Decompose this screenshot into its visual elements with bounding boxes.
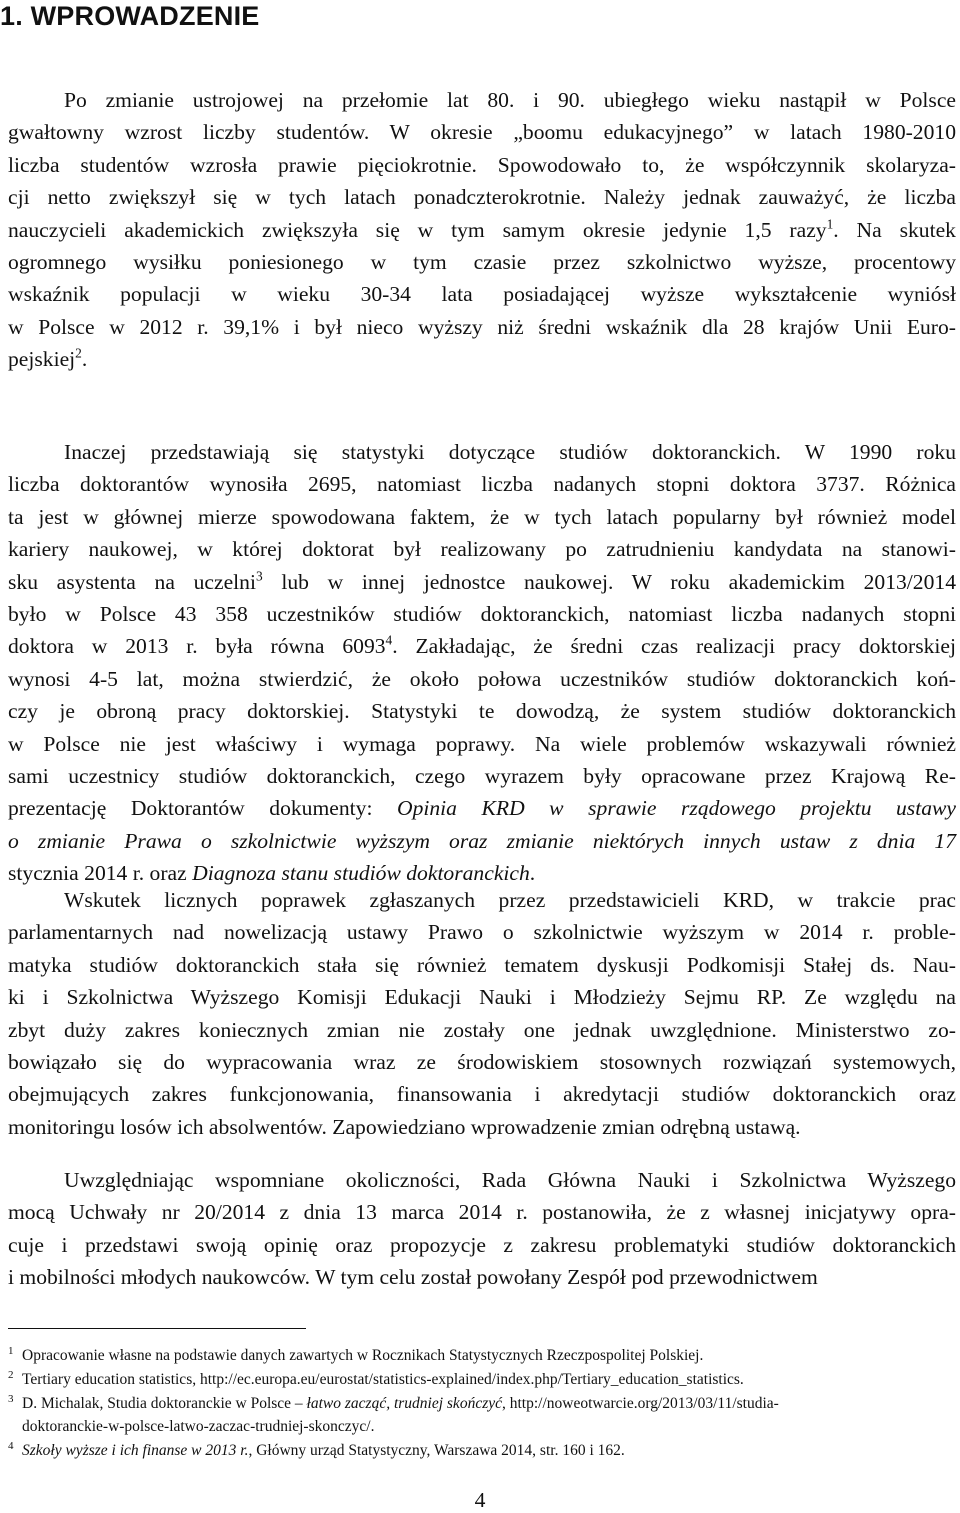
line-text: . Na skutek <box>833 217 956 242</box>
footnote-number: 3 <box>8 1393 14 1405</box>
text-line <box>8 183 956 211</box>
text-line <box>8 1016 956 1044</box>
line-text: lub w innej jednostce naukowej. W roku akademickim 2013/2014 <box>262 569 956 594</box>
footnote-reference: 3 <box>255 568 263 584</box>
text-line <box>64 438 956 466</box>
line-text: prezentację Doktorantów dokumenty: <box>8 796 397 821</box>
text-line <box>8 248 956 276</box>
line-text: zbyt duży zakres koniecznych zmian nie zostały one jednak uwzględnione. Ministerstwo zo- <box>8 1017 956 1042</box>
text-line <box>8 470 956 498</box>
italic-title: łatwo zacząć, trudniej skończyć <box>306 1395 502 1412</box>
text-line <box>8 730 956 758</box>
text-line <box>64 1166 956 1194</box>
line-text: Po zmianie ustrojowej na przełomie lat 80. i 90. ubiegłego wieku nastąpił w Polsce <box>64 88 956 112</box>
line-text: matyka studiów doktoranckich stała się również tematem dyskusji Podkomisji Stałej ds. Nau- <box>8 952 956 977</box>
text-line <box>8 762 956 790</box>
italic-title: o zmianie Prawa o szkolnictwie wyższym oraz zmianie niektórych innych ustaw z dnia 17 <box>8 828 956 853</box>
text-line <box>8 280 956 308</box>
footnote-text <box>22 1346 703 1366</box>
line-text: . Zakładając, że średni czas realizacji pracy doktorskiej <box>392 634 956 659</box>
text-line <box>8 535 956 563</box>
text-line <box>64 86 956 114</box>
text-line <box>8 216 956 244</box>
text-line <box>8 983 956 1011</box>
text-line <box>8 1198 956 1226</box>
line-text: stycznia 2014 r. oraz <box>8 861 193 886</box>
text-line <box>8 1048 956 1076</box>
footnote-number: 4 <box>8 1440 14 1452</box>
text-line <box>8 1080 956 1108</box>
line-text: było w Polsce 43 358 uczestników studiów doktoranckich, natomiast liczba nadanych stopni <box>8 602 956 626</box>
text-line <box>8 600 956 628</box>
line-text: ki i Szkolnictwa Wyższego Komisji Edukacji Nauki i Młodzieży Sejmu RP. Ze względu na <box>8 985 956 1010</box>
footnote-text <box>22 1370 744 1390</box>
text-line <box>8 151 956 179</box>
line-text: bowiązało się do wypracowania wraz ze środowiskiem stosownych rozwiązań systemowych, <box>8 1050 956 1074</box>
line-text: liczba doktorantów wynosiła 2695, natomiast liczba nadanych stopni doktora 3737. Różnica <box>8 472 956 497</box>
line-text: Inaczej przedstawiają się statystyki dotyczące studiów doktoranckich. W 1990 roku <box>64 440 956 464</box>
text-line <box>8 665 956 693</box>
line-text: w Polsce w 2012 r. 39,1% i był nieco wyższy niż średni wskaźnik dla 28 krajów Unii Euro- <box>8 314 956 339</box>
line-text: czy je obroną pracy doktorskiej. Statystyki te dowodzą, że system studiów doktoranckich <box>8 699 956 724</box>
text-line <box>8 794 956 822</box>
line-text: monitoringu losów ich absolwentów. Zapowiedziano wprowadzenie zmian odrębną ustawą. <box>8 1114 801 1139</box>
text-line <box>64 886 956 914</box>
line-text: obejmujących zakres funkcjonowania, finansowania i akredytacji studiów doktoranckich oraz <box>8 1082 956 1107</box>
italic-title: Opinia KRD w sprawie rządowego projektu ustawy <box>396 796 956 821</box>
text-line <box>8 918 956 946</box>
line-text: doktora w 2013 r. była równa 6093 <box>8 634 386 659</box>
line-text: mocą Uchwały nr 20/2014 z dnia 13 marca 2014 r. postanowiła, że z własnej inicjatywy opra- <box>8 1200 956 1225</box>
footnote-text-part: doktoranckie-w-polsce-latwo-zaczac-trudniej-skonczyc/. <box>22 1418 375 1435</box>
line-text: wskaźnik populacji w wieku 30-34 lata posiadającej wyższe wykształcenie wyniósł <box>8 282 956 307</box>
footnote-reference: 4 <box>385 633 393 649</box>
line-text: wynosi 4-5 lat, można stwierdzić, że około połowa uczestników studiów doktoranckich koń- <box>8 666 956 691</box>
text-line <box>8 697 956 725</box>
line-text: ogromnego wysiłku poniesionego w tym czasie przez szkolnictwo wyższe, procentowy <box>8 250 956 274</box>
line-text: pejskiej <box>8 347 76 372</box>
footnote-text <box>22 1394 779 1414</box>
line-text: w Polsce nie jest właściwy i wymaga poprawy. Na wiele problemów wskazywali również <box>8 731 956 756</box>
line-text: gwałtowny wzrost liczby studentów. W okresie „boomu edukacyjnego” w latach 1980-2010 <box>8 120 956 145</box>
footnote-separator <box>8 1328 306 1329</box>
line-text: sami uczestnicy studiów doktoranckich, czego wyrazem były opracowane przez Krajową Re- <box>8 764 956 788</box>
footnote-text-part: Opracowanie własne na podstawie danych zawartych w Rocznikach Statystycznych Rzeczpospolitej Polskiej. <box>22 1347 704 1364</box>
line-text: . <box>81 347 88 372</box>
footnote-text <box>22 1417 374 1437</box>
line-text: . <box>529 861 536 886</box>
text-line <box>8 827 956 855</box>
footnote-text-part: Tertiary education statistics, http://ec.europa.eu/eurostat/statistics-explained/index.php/Tertiary_education_statistics. <box>22 1371 744 1388</box>
line-text: cuje i przedstawi swoją opinię oraz propozycje z zakresu problematyki studiów doktoranckich <box>8 1232 956 1257</box>
text-line <box>8 345 956 373</box>
footnote-text-part: , http://noweotwarcie.org/2013/03/11/studia- <box>502 1395 779 1412</box>
footnote-number: 1 <box>8 1345 14 1357</box>
line-text: liczba studentów wzrosła prawie pięciokrotnie. Spowodowało to, że współczynnik skolaryza- <box>8 152 956 177</box>
text-line <box>8 568 956 596</box>
line-text: i mobilności młodych naukowców. W tym celu został powołany Zespół pod przewodnictwem <box>8 1265 818 1290</box>
line-text: ta jest w głównej mierze spowodowana faktem, że w tych latach popularny był również model <box>8 504 956 529</box>
text-line <box>8 951 956 979</box>
text-line <box>8 1231 956 1259</box>
footnote-text <box>22 1441 625 1461</box>
section-heading: 1. WPROWADZENIE <box>0 1 260 31</box>
footnote-number: 2 <box>8 1369 14 1381</box>
footnote-reference: 1 <box>826 216 834 232</box>
footnote-text-part: D. Michalak, Studia doktoranckie w Polsce – <box>22 1395 307 1412</box>
text-line <box>8 313 956 341</box>
text-line <box>8 503 956 531</box>
text-line <box>8 118 956 146</box>
text-line <box>8 1113 956 1141</box>
line-text: parlamentarnych nad nowelizacją ustawy Prawo o szkolnictwie wyższym w 2014 r. proble- <box>8 920 956 945</box>
line-text: Wskutek licznych poprawek zgłaszanych przez przedstawicieli KRD, w trakcie prac <box>64 888 956 912</box>
italic-title: Szkoły wyższe i ich finanse w 2013 r. <box>22 1442 249 1459</box>
text-line <box>8 1263 956 1291</box>
line-text: nauczycieli akademickich zwiększyła się w tym samym okresie jedynie 1,5 razy <box>8 217 827 242</box>
line-text: kariery naukowej, w której doktorat był realizowany po zatrudnieniu kandydata na stanowi- <box>8 537 956 562</box>
italic-title: Diagnoza stanu studiów doktoranckich <box>192 861 530 886</box>
page-number: 4 <box>474 1488 486 1512</box>
text-line <box>8 859 956 887</box>
text-line <box>8 632 956 660</box>
line-text: sku asystenta na uczelni <box>8 569 256 594</box>
footnote-reference: 2 <box>75 345 82 361</box>
footnote-text-part: , Główny urząd Statystyczny, Warszawa 2014, str. 160 i 162. <box>248 1442 625 1459</box>
line-text: Uwzględniając wspomniane okoliczności, Rada Główna Nauki i Szkolnictwa Wyższego <box>64 1168 956 1192</box>
line-text: cji netto zwiększył się w tych latach ponadczterokrotnie. Należy jednak zauważyć, że liczba <box>8 185 956 210</box>
